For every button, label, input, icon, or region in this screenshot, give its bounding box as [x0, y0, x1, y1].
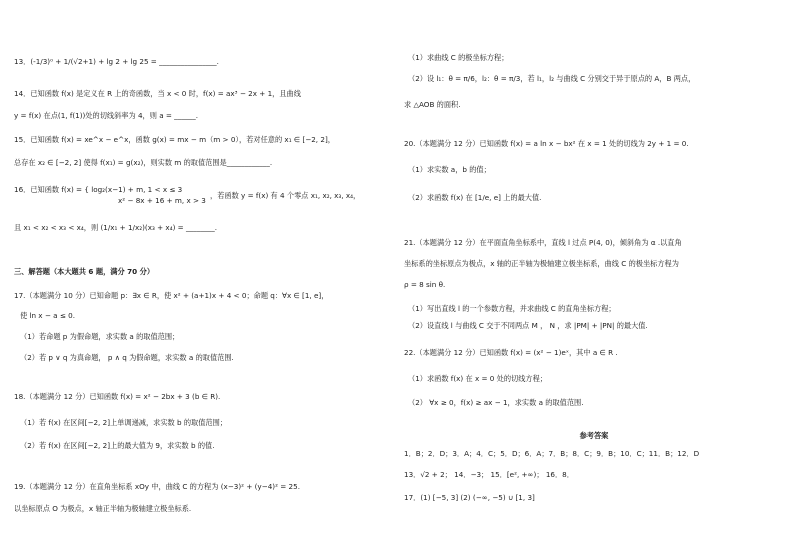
- question-18-part1: （1）若 f(x) 在区间[−2, 2]上单调递减，求实数 b 的取值范围；: [20, 418, 227, 427]
- question-17-part2: （2）若 p ∨ q 为真命题， p ∧ q 为假命题，求实数 a 的取值范围.: [20, 353, 234, 362]
- question-16-line2: 且 x₁ < x₂ < x₃ < x₄，则 (1/x₁ + 1/x₂)(x₃ + x₄) = ________.: [14, 223, 218, 232]
- question-21-part2: （2）设直线 l 与曲线 C 交于不同两点 M ， N ，求 |PM| + |PN| 的最大值.: [408, 321, 648, 330]
- question-18-line1: 18.（本题满分 12 分）已知函数 f(x) = x² − 2bx + 3 (b ∈ R).: [14, 392, 221, 401]
- question-18-part2: （2）若 f(x) 在区间[−2, 2]上的最大值为 9，求实数 b 的值.: [20, 441, 215, 450]
- question-20-part1: （1）求实数 a，b 的值；: [408, 165, 491, 174]
- question-20-part2: （2）求函数 f(x) 在 [1/e, e] 上的最大值.: [408, 193, 542, 202]
- question-16-piece3: ，若函数 y = f(x) 有 4 个零点 x₁, x₂, x₃, x₄，: [210, 191, 361, 200]
- question-19-part2: （2）设 l₁：θ = π/6，l₂：θ = π/3，若 l₁，l₂ 与曲线 C 分别交于异于原点的 A，B 两点，: [408, 74, 696, 83]
- section-3-heading: 三、解答题（本大题共 6 题，满分 70 分）: [14, 267, 155, 276]
- question-14-line2: y = f(x) 在点(1, f(1))处的切线斜率为 4，则 a = ______.: [14, 111, 199, 120]
- question-13: 13．(-1/3)⁰ + 1/(√2+1) + lg 2 + lg 25 = ________________.: [14, 57, 219, 66]
- question-19-part1: （1）求曲线 C 的极坐标方程；: [408, 53, 509, 62]
- question-21-line2: 坐标系的坐标原点为极点，x 轴的正半轴为极轴建立极坐标系，曲线 C 的极坐标方程为: [404, 259, 679, 268]
- question-22-part1: （1）求函数 f(x) 在 x = 0 处的切线方程；: [408, 374, 547, 383]
- question-22-part2: （2） ∀x ≥ 0，f(x) ≥ ax − 1，求实数 a 的取值范围.: [408, 398, 584, 407]
- question-21-part1: （1）写出直线 l 的一个参数方程，并求曲线 C 的直角坐标方程；: [408, 304, 616, 313]
- question-17-line2: 使 ln x − a ≤ 0.: [20, 311, 76, 320]
- answers-line3: 17．(1) [−5, 3] (2) (−∞, −5) ∪ [1, 3]: [404, 493, 535, 502]
- answers-title: 参考答案: [579, 431, 609, 440]
- question-20-line1: 20.（本题满分 12 分）已知函数 f(x) = a ln x − bx² 在 x = 1 处的切线为 2y + 1 = 0.: [404, 139, 689, 148]
- question-16-piece1: 16．已知函数 f(x) = { log₂(x−1) + m, 1 < x ≤ 3: [14, 185, 183, 194]
- question-16-piece2: x² − 8x + 16 + m, x > 3: [118, 196, 206, 205]
- question-19-part2-cont: 求 △AOB 的面积.: [404, 100, 461, 109]
- question-14-line1: 14．已知函数 f(x) 是定义在 R 上的奇函数，当 x < 0 时，f(x) = ax³ − 2x + 1，且曲线: [14, 89, 301, 98]
- question-21-line1: 21.（本题满分 12 分）在平面直角坐标系中，直线 l 过点 P(4, 0)，倾斜角为 α .以直角: [404, 238, 682, 247]
- answers-line1: 1．B；2．D；3．A；4．C；5．D；6．A；7．B；8．C；9．B；10．C；11．B；12．D: [404, 449, 700, 458]
- question-21-line3: ρ = 8 sin θ.: [404, 280, 446, 289]
- question-19-line2: 以坐标原点 O 为极点，x 轴正半轴为极轴建立极坐标系.: [14, 504, 192, 513]
- question-15-line2: 总存在 x₂ ∈ [−2, 2] 使得 f(x₁) = g(x₂)，则实数 m 的取值范围是____________.: [14, 158, 273, 167]
- question-17-part1: （1）若命题 p 为假命题，求实数 a 的取值范围；: [20, 332, 180, 341]
- question-22-line1: 22.（本题满分 12 分）已知函数 f(x) = (x² − 1)eˣ，其中 a ∈ R .: [404, 348, 618, 357]
- answers-line2: 13．√2 + 2； 14．−3； 15．[e², +∞)； 16．8．: [404, 470, 574, 479]
- question-17-line1: 17.（本题满分 10 分）已知命题 p：∃x ∈ R，使 x² + (a+1)x + 4 < 0；命题 q：∀x ∈ [1, e]，: [14, 291, 329, 300]
- question-15-line1: 15．已知函数 f(x) = xe^x − e^x，函数 g(x) = mx − m（m > 0），若对任意的 x₁ ∈ [−2, 2]，: [14, 135, 335, 144]
- question-19-line1: 19.（本题满分 12 分）在直角坐标系 xOy 中，曲线 C 的方程为 (x−3)² + (y−4)² = 25.: [14, 482, 300, 491]
